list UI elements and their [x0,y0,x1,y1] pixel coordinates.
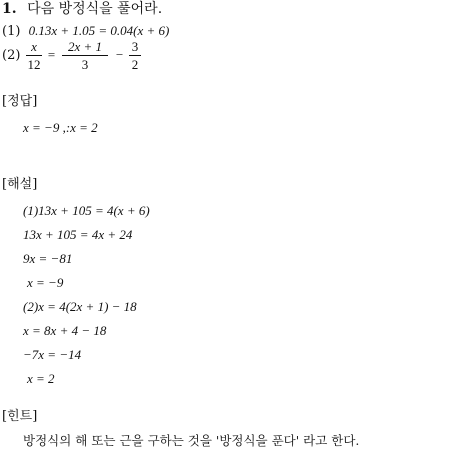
fraction-denominator: 12 [27,57,41,72]
minus-sign: − [115,47,124,62]
part2-label: (2) [2,48,21,63]
fraction-numerator: x [31,39,37,54]
fraction-bar [26,55,42,56]
explanation-step-8: x = 2 [27,371,55,386]
question-header [2,2,162,16]
explanation-step-2: 13x + 105 = 4x + 24 [23,227,133,242]
fraction-denominator: 3 [81,57,89,72]
answer-text: x = −9 ,:x = 2 [23,120,98,135]
fraction-2x-plus-1-over-3 [62,40,108,71]
explanation-step-5: (2)x = 4(2x + 1) − 18 [23,299,137,314]
fraction-3-over-2 [129,40,141,71]
question-number: 1. [2,1,17,17]
part1-equation: 0.13x + 1.05 = 0.04(x + 6) [28,23,170,38]
fraction-denominator: 2 [131,57,139,72]
explanation-step-4: x = −9 [27,275,64,290]
question-prompt: 다음 방정식을 풀어라. [27,1,163,17]
part1-label: (1) [2,24,21,39]
explanation-step-3: 9x = −81 [23,251,73,266]
answer-heading: [정답] [2,94,38,109]
equals-sign: = [47,47,56,62]
fraction-numerator: 2x + 1 [67,39,103,54]
explanation-heading: [해설] [2,177,38,192]
fraction-bar [62,55,108,56]
explanation-step-1: (1)13x + 105 = 4(x + 6) [23,203,150,218]
fraction-bar [129,55,141,56]
hint-heading: [힌트] [2,409,38,424]
hint-text: 방정식의 해 또는 근을 구하는 것을 '방정식을 푼다' 라고 한다. [23,433,360,448]
fraction-x-over-12 [26,40,42,71]
explanation-step-7: −7x = −14 [23,347,82,362]
fraction-numerator: 3 [131,39,139,54]
part1-line [2,24,169,38]
explanation-step-6: x = 8x + 4 − 18 [23,323,107,338]
